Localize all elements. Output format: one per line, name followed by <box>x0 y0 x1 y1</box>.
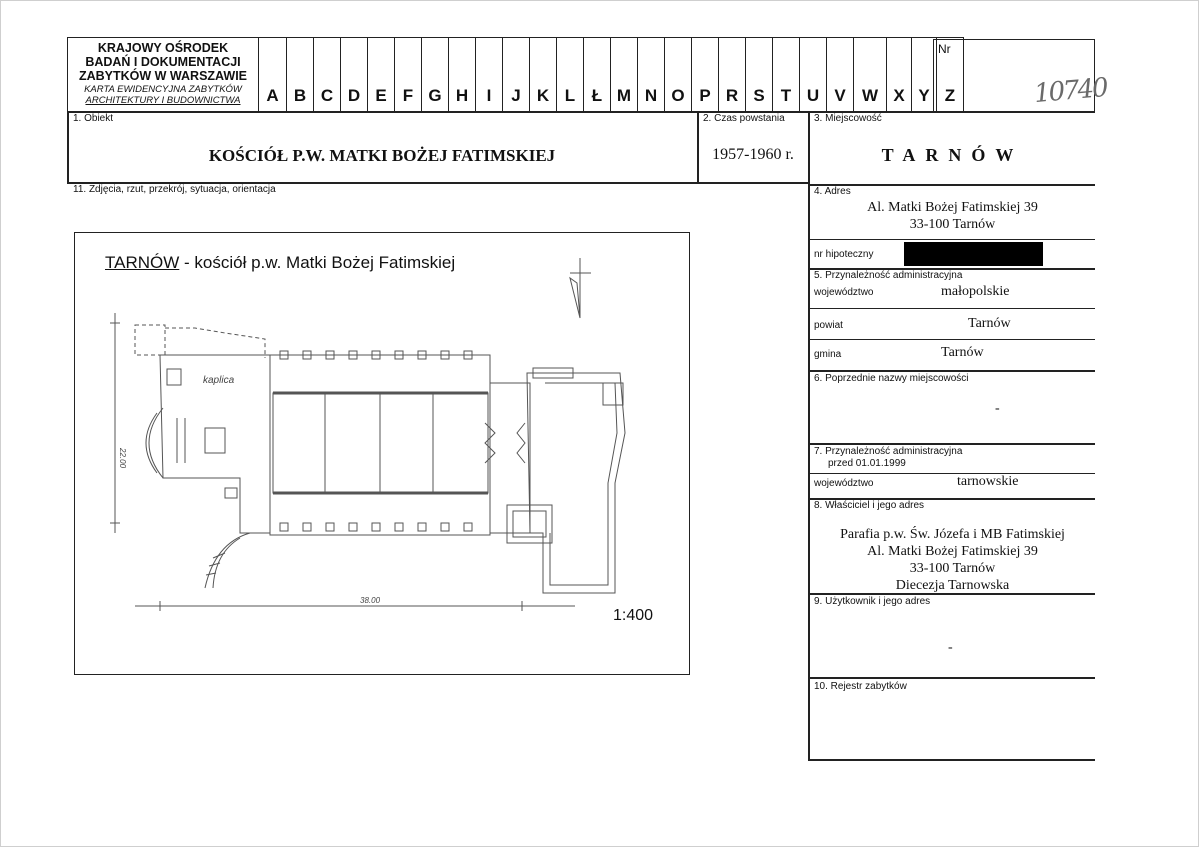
letter-label: O <box>671 86 685 105</box>
institution-line: KRAJOWY OŚRODEK <box>97 41 229 55</box>
floor-plan-frame <box>74 232 690 675</box>
letter-cell <box>394 38 421 112</box>
wlasciciel-line: Diecezja Tarnowska <box>895 578 1010 593</box>
divider <box>808 308 1095 309</box>
letter-label: F <box>402 86 414 105</box>
north-arrow-icon <box>570 278 580 318</box>
institution-line: BADAŃ I DOKUMENTACJI <box>85 55 241 69</box>
scale-label: 1:400 <box>613 607 654 624</box>
letter-cell <box>691 38 718 112</box>
letter-label: Z <box>944 86 956 105</box>
letter-cell <box>853 38 886 112</box>
letter-cell <box>610 38 637 112</box>
chapel-label: kaplica <box>203 375 235 386</box>
letter-label: Y <box>918 86 930 105</box>
letter-cell <box>258 38 286 112</box>
divider <box>933 111 1095 113</box>
nr-box <box>933 39 1108 113</box>
card-title <box>68 84 258 106</box>
letter-cell <box>529 38 556 112</box>
letter-label: N <box>644 86 658 105</box>
gmina-value: Tarnów <box>941 345 984 360</box>
letter-cell <box>313 38 340 112</box>
apse-curve <box>149 408 163 478</box>
wlasciciel-label: 8. Właściciel i jego adres <box>814 500 925 511</box>
letter-label: G <box>428 86 442 105</box>
przynaleznosc-przed-label: 7. Przynależność administracyjna <box>814 446 963 457</box>
powiat-value: Tarnów <box>968 316 1011 331</box>
letter-label: E <box>375 86 387 105</box>
letter-label: U <box>806 86 820 105</box>
letter-cell <box>799 38 826 112</box>
letter-cell <box>421 38 448 112</box>
adres-label: 4. Adres <box>814 186 851 197</box>
czas-value: 1957-1960 r. <box>712 146 794 163</box>
adres-line: 33-100 Tarnów <box>909 217 996 232</box>
letter-cell <box>886 38 911 112</box>
floor-plan-drawing <box>75 233 689 674</box>
hipoteczny-label: nr hipoteczny <box>814 249 874 260</box>
letter-label: B <box>293 86 307 105</box>
wojewodztwo-przed-label: województwo <box>814 478 874 489</box>
letter-label: D <box>347 86 361 105</box>
wlasciciel-line: Al. Matki Bożej Fatimskiej 39 <box>867 544 1038 559</box>
letter-label: A <box>266 86 279 105</box>
curved-stair <box>205 533 270 588</box>
letter-label: K <box>536 86 550 105</box>
divider <box>808 339 1095 340</box>
poprzednie-label: 6. Poprzednie nazwy miejscowości <box>814 373 969 384</box>
nr-label: Nr <box>938 42 951 56</box>
letter-cell <box>502 38 529 112</box>
tower-outline <box>527 373 625 593</box>
plan-title-place: TARNÓW <box>105 253 180 272</box>
letter-cell <box>718 38 745 112</box>
divider <box>808 473 1095 474</box>
letter-label: S <box>753 86 765 105</box>
wlasciciel-line: 33-100 Tarnów <box>909 561 996 576</box>
letter-cell <box>340 38 367 112</box>
czas-label: 2. Czas powstania <box>703 113 785 124</box>
letter-cell <box>664 38 691 112</box>
letter-label: X <box>893 86 905 105</box>
letter-label: P <box>699 86 711 105</box>
wojewodztwo-label: województwo <box>814 287 874 298</box>
wlasciciel-line: Parafia p.w. Św. Józefa i MB Fatimskiej <box>840 527 1065 542</box>
gmina-label: gmina <box>814 349 842 360</box>
institution-line: ZABYTKÓW W WARSZAWIE <box>78 69 248 83</box>
letter-label: H <box>455 86 469 105</box>
redaction-bar <box>904 242 1043 266</box>
dim-width-label: 38.00 <box>360 596 381 605</box>
plan-title-rest: - kościół p.w. Matki Bożej Fatimskiej <box>179 253 456 272</box>
obiekt-label: 1. Obiekt <box>73 113 114 124</box>
letter-cell <box>583 38 610 112</box>
letter-label: L <box>564 86 576 105</box>
miejscowosc-label: 3. Miejscowość <box>814 113 882 124</box>
letter-cell <box>286 38 313 112</box>
letter-label: J <box>511 86 521 105</box>
letter-label: V <box>834 86 846 105</box>
powiat-label: powiat <box>814 320 843 331</box>
letter-label: I <box>486 86 492 105</box>
letter-label: M <box>616 86 632 105</box>
zdjecia-label: 11. Zdjęcia, rzut, przekrój, sytuacja, orientacja <box>73 184 276 195</box>
card-title-line: KARTA EWIDENCYJNA ZABYTKÓW <box>84 84 242 95</box>
letter-cell <box>556 38 583 112</box>
divider <box>808 370 1095 372</box>
poprzednie-value: - <box>995 401 1000 416</box>
dim-height-label: 22.00 <box>118 448 127 469</box>
divider <box>808 239 1095 240</box>
przynaleznosc-label: 5. Przynależność administracyjna <box>814 270 963 281</box>
adres-line: Al. Matki Bożej Fatimskiej 39 <box>867 200 1038 215</box>
letter-cell <box>826 38 853 112</box>
uzytkownik-value: - <box>948 640 953 655</box>
przynaleznosc-przed-date: przed 01.01.1999 <box>828 458 906 469</box>
rejestr-label: 10. Rejestr zabytków <box>814 681 907 692</box>
letter-label: C <box>320 86 334 105</box>
institution-header <box>67 37 258 113</box>
letter-label: T <box>780 86 792 105</box>
letter-cell <box>745 38 772 112</box>
letter-cell <box>448 38 475 112</box>
divider <box>808 677 1095 679</box>
letter-cell <box>367 38 394 112</box>
divider <box>808 759 1095 761</box>
letter-cell <box>637 38 664 112</box>
letter-label: R <box>725 86 739 105</box>
wojewodztwo-value: małopolskie <box>941 284 1010 299</box>
divider <box>808 184 1095 186</box>
institution-name <box>68 41 258 83</box>
letter-label: W <box>861 86 879 105</box>
letter-label: Ł <box>591 86 603 105</box>
nr-handwritten: 10740 <box>1032 72 1108 110</box>
card-title-line: ARCHITEKTURY I BUDOWNICTWA <box>85 95 241 106</box>
divider <box>67 111 933 113</box>
letter-cell <box>475 38 502 112</box>
wojewodztwo-przed-value: tarnowskie <box>957 474 1019 489</box>
letter-index-row <box>258 37 964 113</box>
obiekt-value: KOŚCIÓŁ P.W. MATKI BOŻEJ FATIMSKIEJ <box>208 146 556 165</box>
uzytkownik-label: 9. Użytkownik i jego adres <box>814 596 931 607</box>
letter-cell <box>772 38 799 112</box>
divider <box>808 443 1095 445</box>
miejscowosc-value: TARNÓW <box>881 145 1024 165</box>
window-bays <box>280 351 472 531</box>
